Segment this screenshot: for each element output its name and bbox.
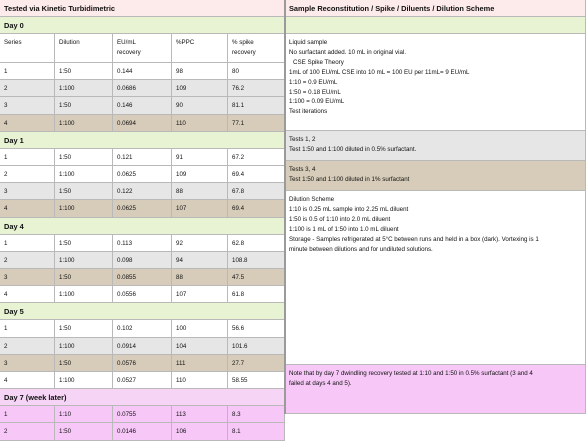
table-cell: 1	[0, 63, 55, 80]
note-line: 1:100 is 1 mL of 1:50 into 1.0 mL diluent	[289, 225, 399, 233]
table-cell: 56.6	[228, 320, 285, 337]
table-cell: 110	[172, 372, 228, 389]
note-line: 1:10 = 0.9 EU/mL	[289, 78, 338, 86]
note-line: Test 1:50 and 1:100 diluted in 0.5% surfactant.	[289, 145, 417, 153]
table-cell: 3	[0, 355, 55, 372]
note-line: 1:50 = 0.18 EU/mL	[289, 88, 341, 96]
table-cell: 107	[172, 286, 228, 303]
table-cell: 4	[0, 286, 55, 303]
table-cell: 1:100	[55, 115, 113, 132]
note-line: Note that by day 7 dwindling recovery tested at 1:10 and 1:50 in 0.5% surfactant (3 and 4	[289, 370, 533, 377]
right-header: Sample Reconstitution / Spike / Diluents / Dilution Scheme	[285, 0, 586, 17]
table-cell: 88	[172, 269, 228, 286]
table-cell: 8.3	[228, 406, 285, 423]
table-cell: 91	[172, 149, 228, 166]
table-cell: 2	[0, 423, 55, 440]
note-line: Dilution Scheme	[289, 196, 335, 203]
note-line: Liquid sample	[289, 39, 328, 46]
table-cell: 104	[172, 338, 228, 355]
table-cell: 77.1	[228, 115, 285, 132]
table-cell: 3	[0, 97, 55, 114]
table-cell: 1:50	[55, 269, 113, 286]
table-cell: 0.113	[113, 235, 172, 252]
note-line: 1mL of 100 EU/mL CSE into 10 mL = 100 EU per 11mL= 9 EU/mL	[289, 68, 470, 76]
column-header	[55, 34, 113, 63]
table-cell: 58.55	[228, 372, 285, 389]
table-cell: 3	[0, 269, 55, 286]
day7-notes	[285, 365, 586, 414]
note-line: minute between dilutions and for undiluted solutions.	[289, 245, 433, 253]
table-cell: 109	[172, 166, 228, 183]
table-cell: 2	[0, 80, 55, 97]
table-cell: 0.102	[113, 320, 172, 337]
table-cell: 110	[172, 115, 228, 132]
table-cell: 69.4	[228, 200, 285, 217]
table-cell: 0.0855	[113, 269, 172, 286]
table-cell: 4	[0, 115, 55, 132]
table-cell: 67.2	[228, 149, 285, 166]
note-line: 1:100 = 0.09 EU/mL	[289, 98, 345, 106]
table-cell: 0.0625	[113, 200, 172, 217]
table-cell: 2	[0, 338, 55, 355]
table-cell: 8.1	[228, 423, 285, 440]
table-cell: 94	[172, 252, 228, 269]
table-cell: 111	[172, 355, 228, 372]
table-cell: 1	[0, 235, 55, 252]
column-header	[0, 34, 55, 63]
table-cell: 0.0686	[113, 80, 172, 97]
column-header	[172, 34, 228, 63]
table-cell: 76.2	[228, 80, 285, 97]
column-header-line: Series	[4, 39, 22, 46]
note-line: CSE Spike Theory	[293, 58, 344, 66]
day0-notes	[285, 34, 586, 131]
column-header	[228, 34, 285, 63]
column-header-line: recovery	[232, 49, 256, 56]
table-cell: 61.8	[228, 286, 285, 303]
table-cell: 109	[172, 80, 228, 97]
table-cell: 0.146	[113, 97, 172, 114]
table-cell: 0.144	[113, 63, 172, 80]
table-cell: 88	[172, 183, 228, 200]
day1-tests-3-4-notes	[285, 161, 586, 191]
day-header: Day 0	[0, 17, 285, 34]
note-line: Test iterations	[289, 108, 328, 116]
table-cell: 0.121	[113, 149, 172, 166]
table-cell: 1:50	[55, 423, 113, 440]
table-cell: 1:100	[55, 166, 113, 183]
table-cell: 2	[0, 166, 55, 183]
column-header-line: EU/mL	[117, 39, 136, 46]
table-cell: 1:50	[55, 63, 113, 80]
note-line: 1:10 is 0.25 mL sample into 2.25 mL diluent	[289, 205, 409, 213]
table-cell: 0.0527	[113, 372, 172, 389]
table-cell: 1:50	[55, 320, 113, 337]
table-cell: 1:100	[55, 372, 113, 389]
note-line: Tests 1, 2	[289, 136, 316, 143]
column-header	[113, 34, 172, 63]
table-cell: 1	[0, 149, 55, 166]
table-cell: 100	[172, 320, 228, 337]
table-cell: 113	[172, 406, 228, 423]
table-cell: 0.0556	[113, 286, 172, 303]
table-cell: 1	[0, 320, 55, 337]
column-header-line: %PPC	[176, 39, 195, 46]
table-cell: 107	[172, 200, 228, 217]
note-line: Storage - Samples refrigerated at 5°C between runs and held in a box (dark). Vortexing is 1	[289, 235, 539, 243]
table-cell: 1:100	[55, 200, 113, 217]
table-cell: 90	[172, 97, 228, 114]
table-cell: 0.0914	[113, 338, 172, 355]
table-cell: 1:50	[55, 355, 113, 372]
table-cell: 0.0146	[113, 423, 172, 440]
table-cell: 1:50	[55, 183, 113, 200]
table-cell: 62.8	[228, 235, 285, 252]
table-cell: 27.7	[228, 355, 285, 372]
table-cell: 47.5	[228, 269, 285, 286]
day-header: Day 4	[0, 218, 285, 235]
column-header-line: % spike	[232, 39, 254, 46]
table-cell: 69.4	[228, 166, 285, 183]
table-cell: 0.0694	[113, 115, 172, 132]
table-cell: 2	[0, 252, 55, 269]
table-cell: 81.1	[228, 97, 285, 114]
table-cell: 0.122	[113, 183, 172, 200]
day-header: Day 5	[0, 303, 285, 320]
table-cell: 0.098	[113, 252, 172, 269]
note-line: Tests 3, 4	[289, 166, 316, 173]
day1-tests-1-2-notes	[285, 131, 586, 161]
day0-band	[285, 17, 586, 34]
table-cell: 1:50	[55, 97, 113, 114]
note-line: No surfactant added. 10 mL in original vial.	[289, 48, 407, 56]
table-cell: 1:50	[55, 235, 113, 252]
table-cell: 106	[172, 423, 228, 440]
note-line: Test 1:50 and 1:100 diluted in 1% surfactant	[289, 175, 410, 183]
dilution-scheme-notes	[285, 191, 586, 365]
table-cell: 101.6	[228, 338, 285, 355]
table-cell: 3	[0, 183, 55, 200]
table-cell: 1:100	[55, 252, 113, 269]
table-cell: 108.8	[228, 252, 285, 269]
table-cell: 1:50	[55, 149, 113, 166]
left-header: Tested via Kinetic Turbidimetric	[0, 0, 285, 17]
table-cell: 1:100	[55, 338, 113, 355]
table-cell: 0.0755	[113, 406, 172, 423]
table-cell: 4	[0, 200, 55, 217]
table-cell: 67.8	[228, 183, 285, 200]
column-header-line: recovery	[117, 49, 141, 56]
column-header-line: Dilution	[59, 39, 80, 46]
column-divider	[284, 0, 286, 414]
table-cell: 1:100	[55, 286, 113, 303]
table-cell: 0.0576	[113, 355, 172, 372]
day-header: Day 1	[0, 132, 285, 149]
table-cell: 4	[0, 372, 55, 389]
table-cell: 92	[172, 235, 228, 252]
table-cell: 0.0625	[113, 166, 172, 183]
table-cell: 1:10	[55, 406, 113, 423]
table-cell: 1:100	[55, 80, 113, 97]
table-cell: 1	[0, 406, 55, 423]
note-line: failed at days 4 and 5).	[289, 379, 352, 387]
table-cell: 80	[228, 63, 285, 80]
day-header: Day 7 (week later)	[0, 389, 285, 406]
note-line: 1:50 is 0.5 of 1:10 into 2.0 mL diluent	[289, 215, 391, 223]
table-cell: 98	[172, 63, 228, 80]
